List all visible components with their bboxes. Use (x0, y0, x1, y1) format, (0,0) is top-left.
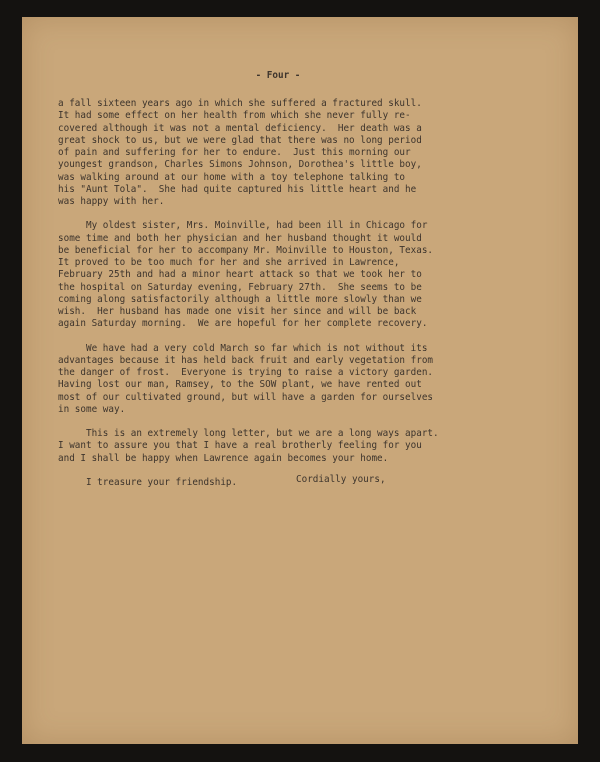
text-line: great shock to us, but we were glad that there was no long period (58, 134, 422, 146)
paragraph (58, 220, 439, 330)
text-line: and I shall be happy when Lawrence again becomes your home. (58, 452, 389, 464)
text-line: was walking around at our home with a toy telephone talking to (58, 171, 406, 183)
text-line: Having lost our man, Ramsey, to the SOW plant, we have rented out (58, 379, 422, 391)
text-line: I treasure your friendship. (58, 476, 238, 488)
text-line: I want to assure you that I have a real brotherly feeling for you (58, 440, 422, 452)
page-number-header: - Four - (255, 70, 301, 81)
text-line: a fall sixteen years ago in which she suffered a fractured skull. (58, 98, 422, 109)
text-line: most of our cultivated ground, but will have a garden for ourselves (58, 391, 434, 403)
text-line: of pain and suffering for her to endure. Just this morning our (58, 147, 411, 158)
text-line: coming along satisfactorily although a little more slowly than we (58, 293, 422, 305)
text-line: My oldest sister, Mrs. Moinville, had been ill in Chicago for (58, 220, 428, 232)
text-line: was happy with her. (58, 196, 165, 207)
text-line: It had some effect on her health from which she never fully re- (58, 110, 411, 122)
text-line: advantages because it has held back fruit and early vegetation from (58, 354, 434, 366)
text-line: youngest grandson, Charles Simons Johnson, Dorothea's little boy, (58, 159, 422, 171)
paragraph (58, 428, 439, 465)
text-line: the hospital on Saturday evening, February 27th. She seems to be (58, 281, 422, 293)
text-line: wish. Her husband has made one visit her since and will be back (58, 306, 417, 317)
paragraph (58, 98, 439, 208)
text-line: in some way. (58, 403, 126, 415)
text-line: It proved to be too much for her and she arrived in Lawrence, (58, 257, 400, 268)
text-line: his "Aunt Tola". She had quite captured his little heart and he (58, 183, 417, 195)
closing-salutation: Cordially yours, (296, 474, 386, 485)
text-line: the danger of frost. Everyone is trying to raise a victory garden. (58, 367, 434, 378)
paragraph (58, 343, 439, 417)
text-line: be beneficial for her to accompany Mr. Moinville to Houston, Texas. (58, 244, 434, 256)
text-line: some time and both her physician and her husband thought it would (58, 232, 422, 244)
letter-body (58, 98, 439, 501)
text-line: This is an extremely long letter, but we are a long ways apart. (58, 428, 439, 439)
text-line: covered although it was not a mental deficiency. Her death was a (58, 122, 422, 134)
text-line: We have had a very cold March so far which is not without its (58, 342, 428, 354)
text-line: again Saturday morning. We are hopeful for her complete recovery. (58, 318, 428, 330)
text-line: February 25th and had a minor heart attack so that we took her to (58, 269, 422, 281)
